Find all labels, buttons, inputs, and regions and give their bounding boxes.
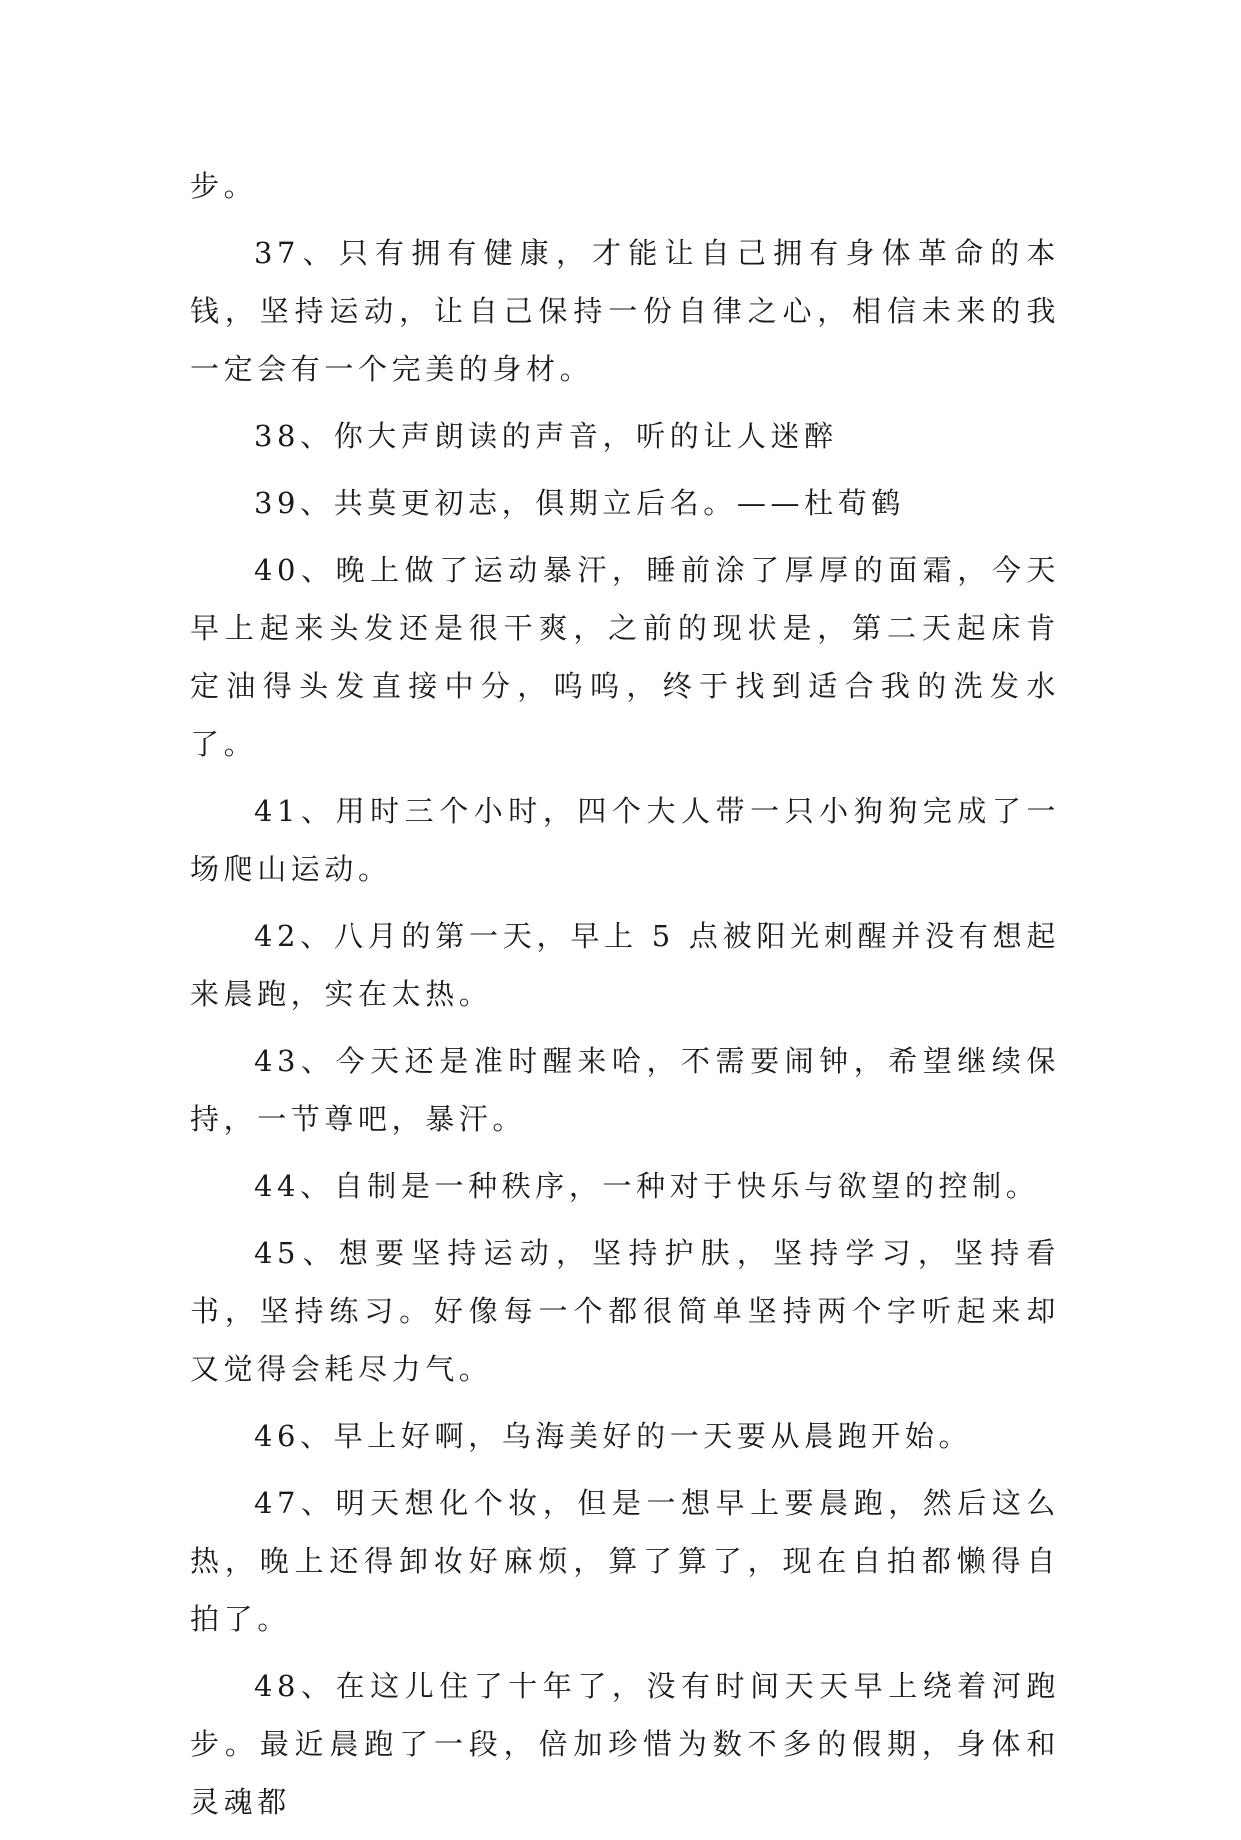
paragraph-44: 44、自制是一种秩序，一种对于快乐与欲望的控制。: [254, 1169, 1040, 1203]
paragraph-48: 48、在这儿住了十年了，没有时间天天早上绕着河跑步。最近晨跑了一段，倍加珍惜为数不多的假期，身体和灵魂都: [190, 1669, 1060, 1819]
paragraph-42: 42、八月的第一天，早上 5 点被阳光刺醒并没有想起来晨跑，实在太热。: [190, 919, 1060, 1011]
paragraph-46: 46、早上好啊，乌海美好的一天要从晨跑开始。: [254, 1419, 973, 1453]
document-body: [190, 157, 1060, 1840]
paragraph-39: 39、共莫更初志，俱期立后名。——杜荀鹤: [254, 486, 905, 520]
paragraph-43: 43、今天还是准时醒来哈，不需要闹钟，希望继续保持，一节尊吧，暴汗。: [190, 1044, 1060, 1136]
paragraph-38: 38、你大声朗读的声音，听的让人迷醉: [254, 419, 838, 453]
paragraph-41: 41、用时三个小时，四个大人带一只小狗狗完成了一场爬山运动。: [190, 794, 1060, 886]
paragraph-37: 37、只有拥有健康，才能让自己拥有身体革命的本钱，坚持运动，让自己保持一份自律之心，相信未来的我一定会有一个完美的身材。: [190, 236, 1060, 386]
paragraph-40: 40、晚上做了运动暴汗，睡前涂了厚厚的面霜，今天早上起来头发还是很干爽，之前的现状是，第二天起床肯定油得头发直接中分，呜呜，终于找到适合我的洗发水了。: [190, 553, 1060, 761]
paragraph-47: 47、明天想化个妆，但是一想早上要晨跑，然后这么热，晚上还得卸妆好麻烦，算了算了，现在自拍都懒得自拍了。: [190, 1486, 1060, 1636]
paragraph-45: 45、想要坚持运动，坚持护肤，坚持学习，坚持看书，坚持练习。好像每一个都很简单坚持两个字听起来却又觉得会耗尽力气。: [190, 1236, 1060, 1386]
paragraph-continuation: 步。: [190, 169, 258, 203]
